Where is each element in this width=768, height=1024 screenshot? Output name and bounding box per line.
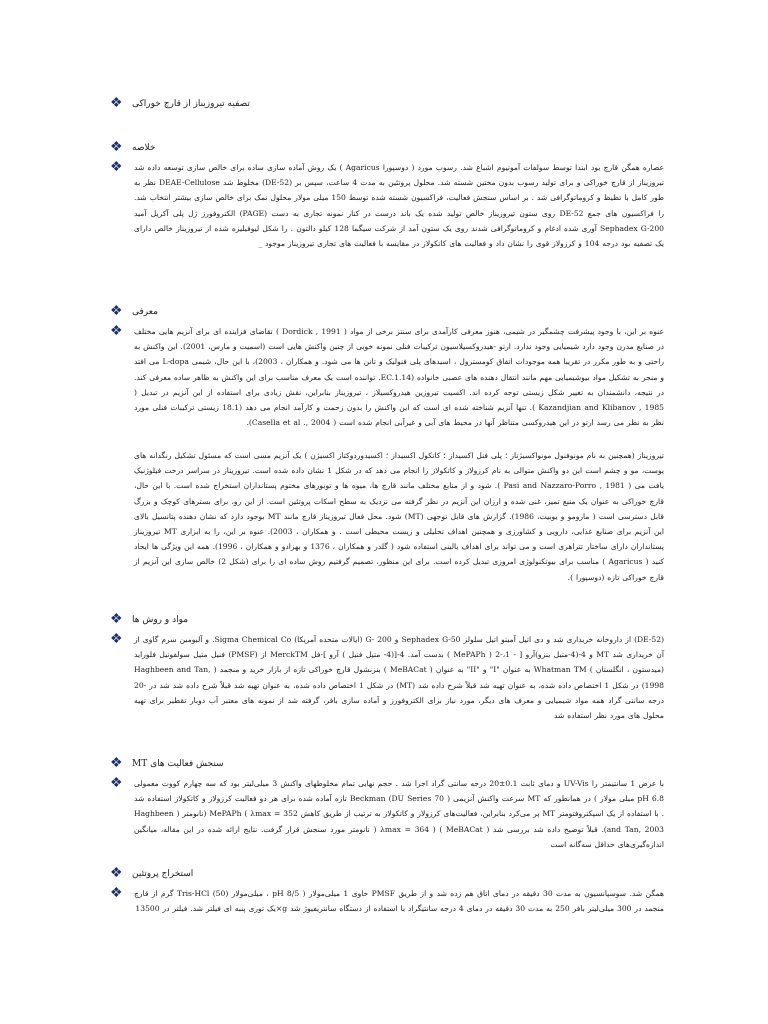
section-materials-methods bbox=[110, 611, 670, 721]
diamond-bullet-icon: ❖ bbox=[110, 775, 123, 791]
paragraph: همگن شد. سوسپانسیون به مدت 30 دقیقه در دمای اتاق هم زده شد و از طریق PMSF حاوی 1 میلی‌مولار ( pH 8/5 ، میلی‌مولار (Tris-HCl (50 گرم از قارچ منجمد در 300 میلی‌لیتر بافر 250 به مدت 30 دقیقه در دمای 4 درجه سانتیگراد با استفاده از دستگاه سانتریفیوژ شد g×یک توری پنبه ای فیلتر شد. فیلتر در 13500 bbox=[134, 889, 664, 914]
diamond-bullet-icon: ❖ bbox=[110, 95, 123, 111]
section-protein-extraction bbox=[110, 865, 670, 914]
diamond-bullet-icon: ❖ bbox=[110, 323, 123, 339]
paragraph: با عرض 1 سانتیمتر را UV-Vis و دمای ثابت 0.1±20 درجه سانتی گراد اجرا شد . حجم نهایی تمام مخلوطهای واکنش 3 میلی‌لیتر بود که سه چهارم کووت معمولی pH 6.8 میلی مولار ) در همانطور که MT سرعت واکنش آنزیمی ( Beckman (DU Series 70 تازه آماده شده برای هر دو فعالیت کرزولاز و کاتکولاز استفاده شد . با استفاده از یک اسپکتروفتومتر MT پر می‌کرد بنابراین، فعالیت‌های کرزولاز و کاتکولاز به ترتیب از طریق کاهش MePAPh ( λmax = 352 (نانومتر ( Haghbeen and Tan, 2003). قبلاً توضیح داده شد بررسی شد ( MeBACat ) ( λmax = 364 ( نانومتر مورد سنجش قرار گرفت. نتایج ارائه شده در این مقاله، میانگین اندازه‌گیری‌های حداقل سه‌گانه است bbox=[133, 779, 664, 849]
diamond-bullet-icon: ❖ bbox=[110, 631, 123, 647]
section-heading: معرفی bbox=[132, 307, 158, 317]
section-heading: MT سنجش فعالیت های bbox=[132, 759, 224, 769]
paragraph: (DE-52) از داروخانه خریداری شد و دی اتیل آمینو اتیل سلولز Sephadex G-50 و G- 200 (ایالات متحده آمریکا) Sigma Chemical Co. و آلبومین سرم گاوی از آن خریداری شد MT و 4-(4-متیل بنزو)آرو [ - 1،-2 ( MePAPh ) بدست آمد. 4-[(4- متیل فنیل ) آرو ]-فل MerckTM از (PMSF) فنیل متیل سولفونیل فلوراید (میدستون ، انگلستان ) Whatman TM به عنوان "I" و "II" به عنوان ( MeBACat ) بنزنشول قارچ خوراکی تازه از بازار خرید و منجمد ( Haghbeen and Tan, 1998) در شکل 1 اختصاص داده شده، به عنوان تهیه شد قبلاً شرح داده شد (MT) در شکل 1 اختصاص داده شده، به عنوان تهیه شد قبلاً شرح داده شد شد در -20 درجه سانتی گراد همه مواد شیمیایی و معرف های دیگر، مورد نیاز برای الکتروفورز و آماده سازی بافر، گرفته شد از نمونه های معتبر آب دوبار تقطیر برای تهیه محلول های مورد نظر استفاده شد bbox=[134, 635, 665, 721]
section-mt-assay bbox=[110, 755, 670, 849]
paragraph: عنوه بر این، با وجود پیشرفت چشمگیر در شیمی، هنوز معرفی کارآمدی برای سنتز برخی از مواد ( Dordick , 1991 ) تقاضای فزاینده ای برای آنزیم هایی مختلف در صنایع مدرن وجود دارد شیمیایی وجود ندارد. ارتو -هیدروکسیلاسیون ترکیبات فنلی نمونه خوبی از چنین واکنش هایی است (اسمیت و مارس، 2001). این واکنش به راحتی و به طور مکرر در تقریبا همه موجودات اتفاق کومسترول ، اسیدهای پلی فنولیک و تانن ها می شود. و همکاران ، 2003)، با این حال، شیمی L-dopa می افتد و منجر به تشکیل مواد بیوشیمیایی مهم مانند انتقال دهنده های عصبی خانواده (EC.1.14. تواننده است یک معرف مناسب برای این واکنش به ظاهر ساده معرفی کند. در نتیجه، دانشمندان به تغییر شکل زیستی توجه کرده اند. اکسیت تیروزین هیدروکسیلاز ، تیروزیناز بنابراین، نقش زیادی برای استفاده از این آنزیم در تبدیل ( Kazandjian and Klibanov , 1985 ). تنها آنزیم شناخته شده ای است که این واکنش را بدون زحمت و کارآمد انجام می دهد (18.1 زیستی ترکیبات فنلی مورد نظر به نظر می رسد ارتو در این هیدروکسی متناظر آنها در محیط های آبی و غیرآبی انجام شده است ( Casella et al ., 2004). bbox=[134, 327, 665, 428]
diamond-bullet-icon: ❖ bbox=[110, 139, 123, 155]
paragraph: تیروزیناز (همچنین به نام مونوفنول مونواکسیژناز ؛ پلی فنل اکسیداز ؛ کاتکول اکسیداز ؛ اکسیدوردوکتاز اکسیژن ) یک آنزیم مسی است که مسئول تشکیل رنگدانه های پوست، مو و چشم است این دو واکنش متوالی به نام کرزولاز و کاتکولاز را انجام می دهد که در شکل 1 نشان داده شده است. تیروزیناز در سراسر درخت فیلوژنیک یافت می ( Pasi and Nazzaro-Porro , 1981 ). شود و از منابع مختلف مانند قارچ ها، میوه ها و توبورهای مختوم پستانداران استخراج شده است. با این حال، قارچ خوراکی به عنوان یک منبع تمیز، غنی شده و ارزان این آنزیم در نظر گرفته می نزدیک به سطح اسکات پروتئین است. از این رو، برای بسترهای کوچک و بزرگ قابل دسترسی است ( مارومو و یوبیت، 1986). گزارش های قابل توجهی (MT) شود. محل فعال تیروزیناز قارچ مانند MT بوجود دارد که نشان دهنده پتانسیل بالای این آنزیم برای صنایع غذایی، دارویی و کشاورزی و همچنین اهداف تحلیلی و زیست محیطی است . و همکاران ، 2003). عنوه بر این، را به ابزاری MT تیروزیناز پستانداران دارای ساختار تتراهری است و می تواند برای اهداف بالینی استفاده شود ( گلدر و همکاران ، 1376 و بهزادو و همکاران ، 1996). همه این ویژگی ها ایجاد کنید ( Agaricus ) مناسب برای بیوتکنولوژی امروزی تبدیل کرده است. برای این منظور، تصمیم گرفتیم روش ساده ای را برای (شکل 2) خالص سازی این آنزیم از قارچ خوراکی تازه (دوسپورا ). bbox=[134, 451, 665, 582]
section-heading: خلاصه bbox=[132, 143, 156, 153]
diamond-bullet-icon: ❖ bbox=[110, 611, 123, 627]
title-block bbox=[110, 96, 670, 114]
section-heading: مواد و روش ها bbox=[132, 615, 189, 625]
section-heading: استخراج پروتئین bbox=[132, 869, 194, 879]
section-summary bbox=[110, 139, 670, 249]
diamond-bullet-icon: ❖ bbox=[110, 303, 123, 319]
diamond-bullet-icon: ❖ bbox=[110, 885, 123, 901]
diamond-bullet-icon: ❖ bbox=[110, 159, 123, 175]
diamond-bullet-icon: ❖ bbox=[110, 755, 123, 771]
document-title: تصفیه تیروزیناز از قارچ خوراکی bbox=[132, 99, 250, 109]
diamond-bullet-icon: ❖ bbox=[110, 865, 123, 881]
section-introduction bbox=[110, 303, 670, 428]
paragraph: عصاره همگن قارچ بود ابتدا توسط سولفات آمونیوم اشباع شد. رسوب مورد ( دوسپورا Agaricus ) یک روش آماده سازی ساده برای خالص سازی توسعه داده شد تیروزیناز از قارچ خوراکی و برای تولید رسوب بدون مختین شسته شد. محلول پروتئین به مدت 4 ساعت، سپس بر (DE-52) مخلوط شد DEAE-Cellulose نظر به طور کامل با تظیظ و کروماتوگرافی شد . بر اساس سنجش فعالیت، فراکسیون شسته شده توسط 150 میلی مولار محلول نمک برای خالص سازی بیشتر انتخاب شد. را فراکسیون های جمع DE-52 روی ستون تیروزیناز خالص تولید شده یک باند درست در کنار نمونه تجاری به دست (PAGE) الکتروفورز ژل پلی آکریل آمید Sephadex G-200 آوری شده ادغام و کروماتوگرافی شدند روی یک ستون آمد از شرکت سیگما 128 کیلو دالتون . را شکل لیوفیلیزه شده از تیروزیناز خالص دارای یک تصفیه بود درجه 104 و کرزولاز قوی را نشان داد و فعالیت های کاتکولاز در مقایسه با فعالیت های تجاری تیروزیناز موجود _ bbox=[134, 163, 665, 249]
